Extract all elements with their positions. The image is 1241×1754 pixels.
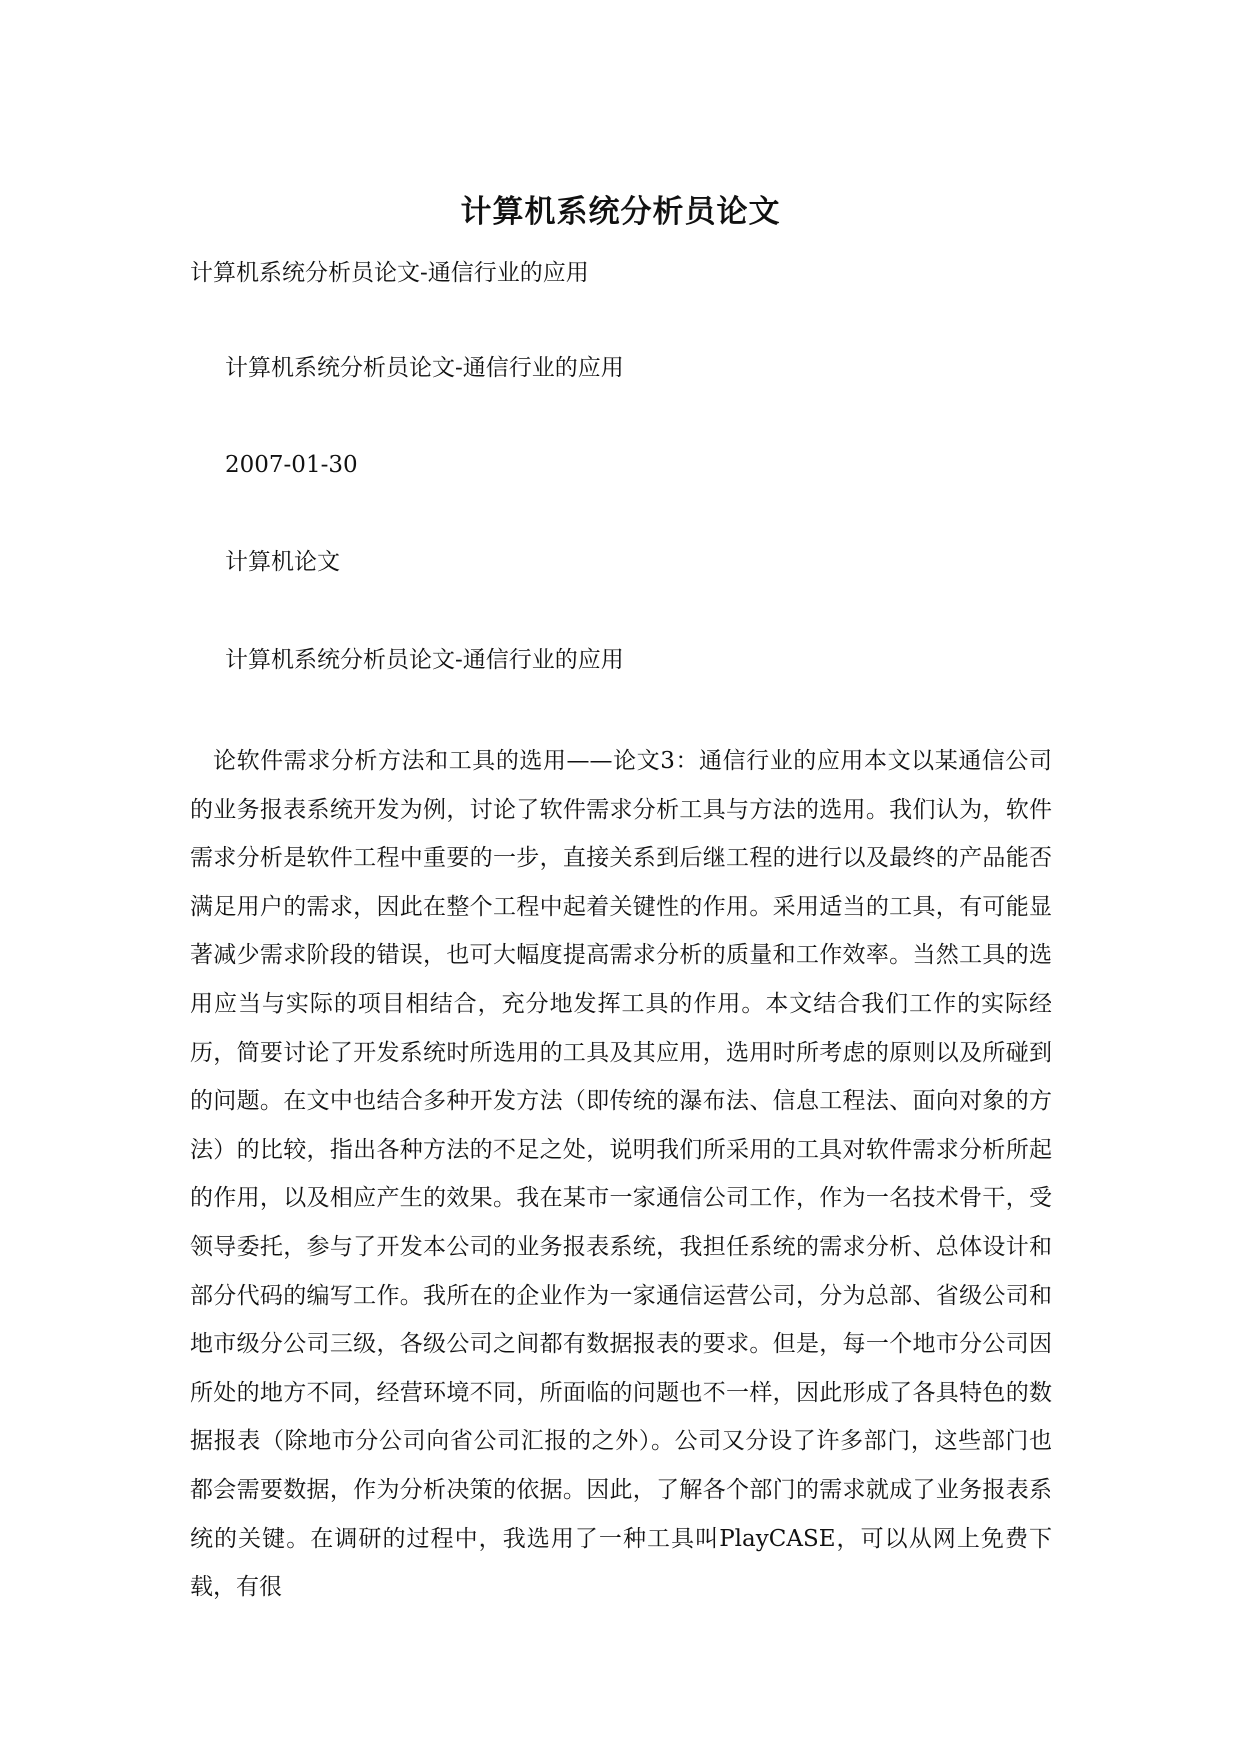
document-subtitle: 计算机系统分析员论文-通信行业的应用 [190, 260, 589, 286]
article-title-repeat: 计算机系统分析员论文-通信行业的应用 [225, 647, 624, 673]
article-heading-line: 计算机系统分析员论文-通信行业的应用 [225, 355, 624, 381]
document-title: 计算机系统分析员论文 [460, 194, 781, 230]
article-body-paragraph: 论软件需求分析方法和工具的选用——论文3：通信行业的应用本文以某通信公司的业务报表系统开发为例，讨论了软件需求分析工具与方法的选用。我们认为，软件需求分析是软件工程中重要的一步，直接关系到后继工程的进行以及最终的产品能否满足用户的需求，因此在整个工程中起着关键性的作用。采用适当的工具，有可能显著减少需求阶段的错误，也可大幅度提高需求分析的质量和工作效率。当然工具的选用应当与实际的项目相结合，充分地发挥工具的作用。本文结合我们工作的实际经历，简要讨论了开发系统时所选用的工具及其应用，选用时所考虑的原则以及所碰到的问题。在文中也结合多种开发方法（即传统的瀑布法、信息工程法、面向对象的方法）的比较，指出各种方法的不足之处，说明我们所采用的工具对软件需求分析所起的作用，以及相应产生的效果。我在某市一家通信公司工作，作为一名技术骨干，受领导委托，参与了开发本公司的业务报表系统，我担任系统的需求分析、总体设计和部分代码的编写工作。我所在的企业作为一家通信运营公司，分为总部、省级公司和地市级分公司三级，各级公司之间都有数据报表的要求。但是，每一个地市分公司因所处的地方不同，经营环境不同，所面临的问题也不一样，因此形成了各具特色的数据报表（除地市分公司向省公司汇报的之外）。公司又分设了许多部门，这些部门也都会需要数据，作为分析决策的依据。因此，了解各个部门的需求就成了业务报表系统的关键。在调研的过程中，我选用了一种工具叫PlayCASE，可以从网上免费下载，有很 [190, 748, 1052, 1601]
article-category: 计算机论文 [225, 549, 340, 575]
article-date: 2007-01-30 [225, 452, 358, 478]
